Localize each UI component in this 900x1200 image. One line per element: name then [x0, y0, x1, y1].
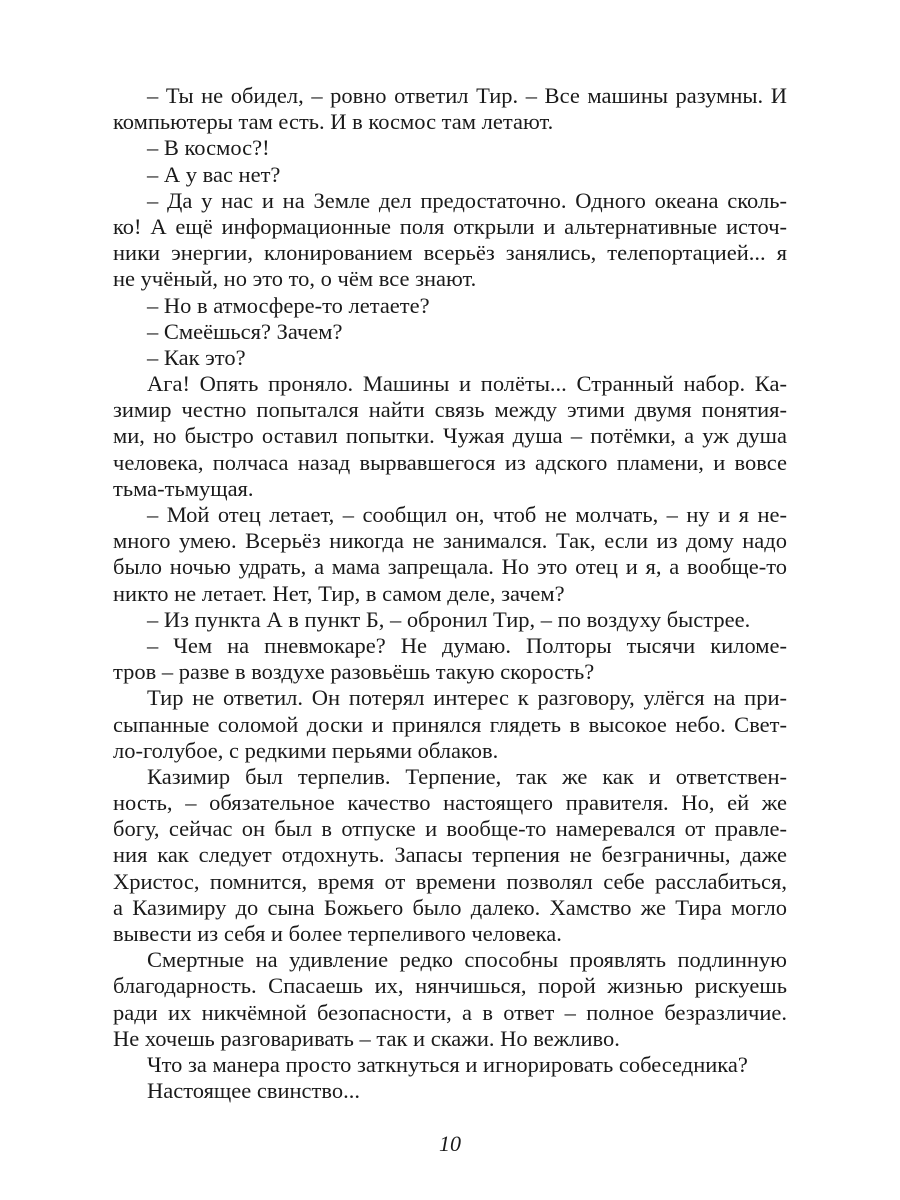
text-line: Казимир был терпелив. Терпение, так же как и ответствен-: [147, 763, 787, 789]
text-line: ради их никчёмной безопасности, а в ответ – полное безразличие.: [113, 999, 787, 1025]
text-line: ко! А ещё информационные поля открыли и альтернативные источ-: [113, 213, 787, 239]
text-line: компьютеры там есть. И в космос там летают.: [113, 109, 554, 135]
text-line: – Как это?: [147, 344, 246, 370]
text-line: Смертные на удивление редко способны проявлять подлинную: [147, 947, 787, 973]
text-line: много умею. Всерьёз никогда не занимался. Так, если из дому надо: [113, 528, 787, 554]
page-body: [113, 83, 787, 1104]
text-line: ность, – обязательное качество настоящего правителя. Но, ей же: [113, 790, 787, 816]
text-line: зимир честно попытался найти связь между этими двумя понятия-: [113, 397, 787, 423]
text-line: Настоящее свинство...: [147, 1078, 360, 1104]
text-line: – В космос?!: [147, 135, 270, 161]
text-line: тров – разве в воздухе разовьёшь такую скорость?: [113, 659, 595, 685]
page-number: 10: [439, 1131, 461, 1156]
text-line: благодарность. Спасаешь их, нянчишься, порой жизнью рискуешь: [113, 973, 787, 999]
text-line: ми, но быстро оставил попытки. Чужая душа – потёмки, а уж душа: [113, 423, 787, 449]
text-line: – Да у нас и на Земле дел предостаточно. Одного океана сколь-: [147, 187, 787, 213]
text-line: человека, полчаса назад вырвавшегося из адского пламени, и вовсе: [113, 449, 787, 475]
text-line: никто не летает. Нет, Тир, в самом деле, зачем?: [113, 580, 565, 606]
text-line: Не хочешь разговаривать – так и скажи. Но вежливо.: [113, 1025, 620, 1051]
text-line: Ага! Опять проняло. Машины и полёты... Странный набор. Ка-: [147, 371, 787, 397]
text-line: – А у вас нет?: [147, 161, 281, 187]
text-line: – Из пункта А в пункт Б, – обронил Тир, – по воздуху быстрее.: [147, 606, 751, 632]
text-line: вывести из себя и более терпеливого человека.: [113, 921, 562, 946]
text-line: Христос, помнится, время от времени позволял себе расслабиться,: [113, 868, 787, 894]
text-line: – Чем на пневмокаре? Не думаю. Полторы тысячи киломе-: [147, 632, 787, 658]
text-line: Что за манера просто заткнуться и игнорировать собеседника?: [147, 1051, 748, 1077]
text-line: – Смеёшься? Зачем?: [147, 318, 343, 344]
text-line: а Казимиру до сына Божьего было далеко. Хамство же Тира могло: [113, 894, 787, 920]
text-line: – Мой отец летает, – сообщил он, чтоб не молчать, – ну и я не-: [147, 502, 787, 527]
text-line: ния как следует отдохнуть. Запасы терпения не безграничны, даже: [113, 842, 787, 868]
text-line: богу, сейчас он был в отпуске и вообще-то намеревался от правле-: [113, 816, 787, 842]
text-line: Тир не ответил. Он потерял интерес к разговору, улёгся на при-: [147, 685, 787, 711]
text-line: – Но в атмосфере-то летаете?: [147, 292, 430, 318]
text-line: ники энергии, клонированием всерьёз занялись, телепортацией... я: [113, 240, 787, 266]
text-line: не учёный, но это то, о чём все знают.: [113, 266, 477, 292]
text-line: было ночью удрать, а мама запрещала. Но это отец и я, а вообще-то: [113, 554, 787, 580]
text-line: тьма-тьмущая.: [113, 475, 254, 501]
text-line: сыпанные соломой доски и принялся глядеть в высокое небо. Свет-: [113, 711, 787, 737]
text-line: – Ты не обидел, – ровно ответил Тир. – Все машины разумны. И: [147, 83, 787, 108]
text-line: ло-голубое, с редкими перьями облаков.: [113, 737, 499, 763]
